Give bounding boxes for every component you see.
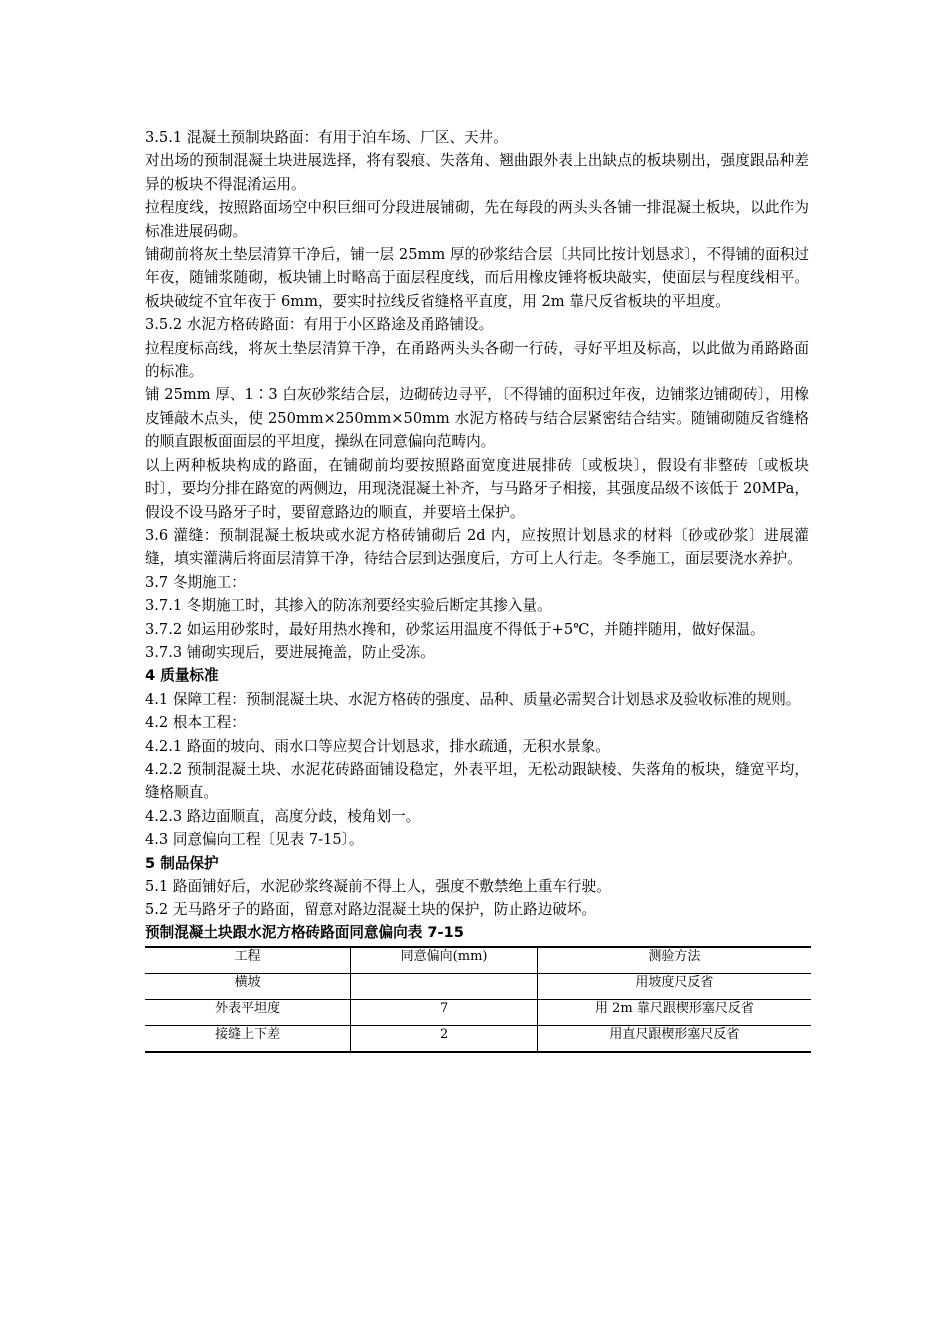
table-header-row [145, 947, 811, 974]
paragraph: 5.2 无马路牙子的路面，留意对路边混凝土块的保护，防止路边破坏。 [145, 901, 597, 919]
paragraph: 4.2.1 路面的坡向、雨水口等应契合计划恳求，排水疏通，无积水景象。 [145, 737, 610, 755]
table-cell: 横坡 [145, 973, 351, 999]
table-title: 预制混凝土块跟水泥方格砖路面同意偏向表 7-15 [145, 923, 464, 941]
paragraph: 3.6 灌缝：预制混凝土板块或水泥方格砖铺砌后 2d 内，应按照计划恳求的材料〔砂或砂浆〕进展灌缝，填实灌满后将面层清算干净，待结合层到达强度后，方可上人行走。冬季施工，面层要浇水养护。 [145, 526, 809, 568]
table-cell: 接缝上下差 [145, 1025, 351, 1052]
paragraph: 4.2.3 路边面顺直，高度分歧，棱角划一。 [145, 807, 421, 825]
paragraph: 3.7 冬期施工： [145, 573, 246, 591]
paragraph: 3.5.2 水泥方格砖路面：有用于小区路途及甬路铺设。 [145, 316, 494, 334]
table-header-cell: 同意偏向(mm) [351, 947, 537, 974]
paragraph: 4.3 同意偏向工程〔见表 7-15〕。 [145, 831, 364, 849]
paragraph: 5.1 路面铺好后，水泥砂浆终凝前不得上人，强度不敷禁绝上重车行驶。 [145, 878, 611, 895]
paragraph: 4.2 根本工程： [145, 714, 246, 732]
table-cell: 外表平坦度 [145, 999, 351, 1025]
table-cell: 2 [351, 1025, 537, 1052]
paragraph: 3.7.3 铺砌实现后，要进展掩盖，防止受冻。 [145, 643, 435, 661]
section-heading: 4 质量标准 [145, 667, 219, 685]
table-row [145, 1025, 811, 1052]
table-cell: 用直尺跟楔形塞尺反省 [537, 1025, 811, 1052]
paragraph: 4.1 保障工程：预制混凝土块、水泥方格砖的强度、品种、质量必需契合计划恳求及验收标准的规则。 [145, 690, 801, 708]
table-cell: 7 [351, 999, 537, 1025]
table-header-cell: 测验方法 [537, 947, 811, 974]
paragraph: 拉程度线，按照路面场空中积巨细可分段进展铺砌，先在每段的两头头各铺一排混凝土板块，以此作为标准进展码砌。 [145, 199, 809, 240]
table-cell [351, 973, 537, 999]
paragraph: 以上两种板块构成的路面，在铺砌前均要按照路面宽度进展排砖〔或板块〕，假设有非整砖〔或板块时〕，要均分排在路宽的两侧边，用现浇混凝土补齐，与马路牙子相接，其强度品级不该低于 20MPa，假设不设马路牙子时，要留意路边的顺直，并要培土保护。 [145, 456, 809, 521]
paragraph: 铺 25mm 厚、1∶3 白灰砂浆结合层，边砌砖边寻平，〔不得铺的面积过年夜，边铺浆边铺砌砖〕，用橡皮锤敲木点头，使 250mm×250mm×50mm 水泥方格砖与结合层紧密结合结实。随铺砌随反省缝格的顺直跟板面面层的平坦度，操纵在同意偏向范畴内。 [145, 386, 809, 451]
paragraph: 3.7.2 如运用砂浆时，最好用热水搀和，砂浆运用温度不得低于+5℃，并随拌随用，做好保温。 [145, 620, 765, 638]
table-row [145, 973, 811, 999]
table-cell: 用坡度尺反省 [537, 973, 811, 999]
paragraph: 3.7.1 冬期施工时，其掺入的防冻剂要经实验后断定其掺入量。 [145, 597, 552, 615]
paragraph: 3.5.1 混凝土预制块路面：有用于泊车场、厂区、天井。 [145, 129, 508, 146]
deviation-table-section [145, 922, 809, 1053]
paragraph: 对出场的预制混凝土块进展选择，将有裂痕、失落角、翘曲跟外表上出缺点的板块剔出，强度跟品种差异的板块不得混淆运用。 [145, 152, 809, 193]
paragraph-list [145, 126, 809, 922]
table-row [145, 999, 811, 1025]
table-header-cell: 工程 [145, 947, 351, 974]
deviation-table [145, 946, 811, 1053]
paragraph: 铺砌前将灰土垫层清算干净后，铺一层 25mm 厚的砂浆结合层〔共同比按计划恳求〕，不得铺的面积过年夜，随铺浆随砌，板块铺上时略高于面层程度线，而后用橡皮锤将板块敲实，使面层与程度线相平。板块破绽不宜年夜于 6mm，要实时拉线反省缝格平直度，用 2m 靠尺反省板块的平坦度。 [145, 246, 809, 310]
section-heading: 5 制品保护 [145, 854, 219, 872]
paragraph: 4.2.2 预制混凝土块、水泥花砖路面铺设稳定，外表平坦，无松动跟缺棱、失落角的板块，缝宽平均，缝格顺直。 [145, 760, 809, 802]
document-body [145, 126, 809, 1053]
table-cell: 用 2m 靠尺跟楔形塞尺反省 [537, 999, 811, 1025]
paragraph: 拉程度标高线，将灰土垫层清算干净，在甬路两头头各砌一行砖，寻好平坦及标高，以此做为甬路路面的标准。 [145, 339, 809, 381]
